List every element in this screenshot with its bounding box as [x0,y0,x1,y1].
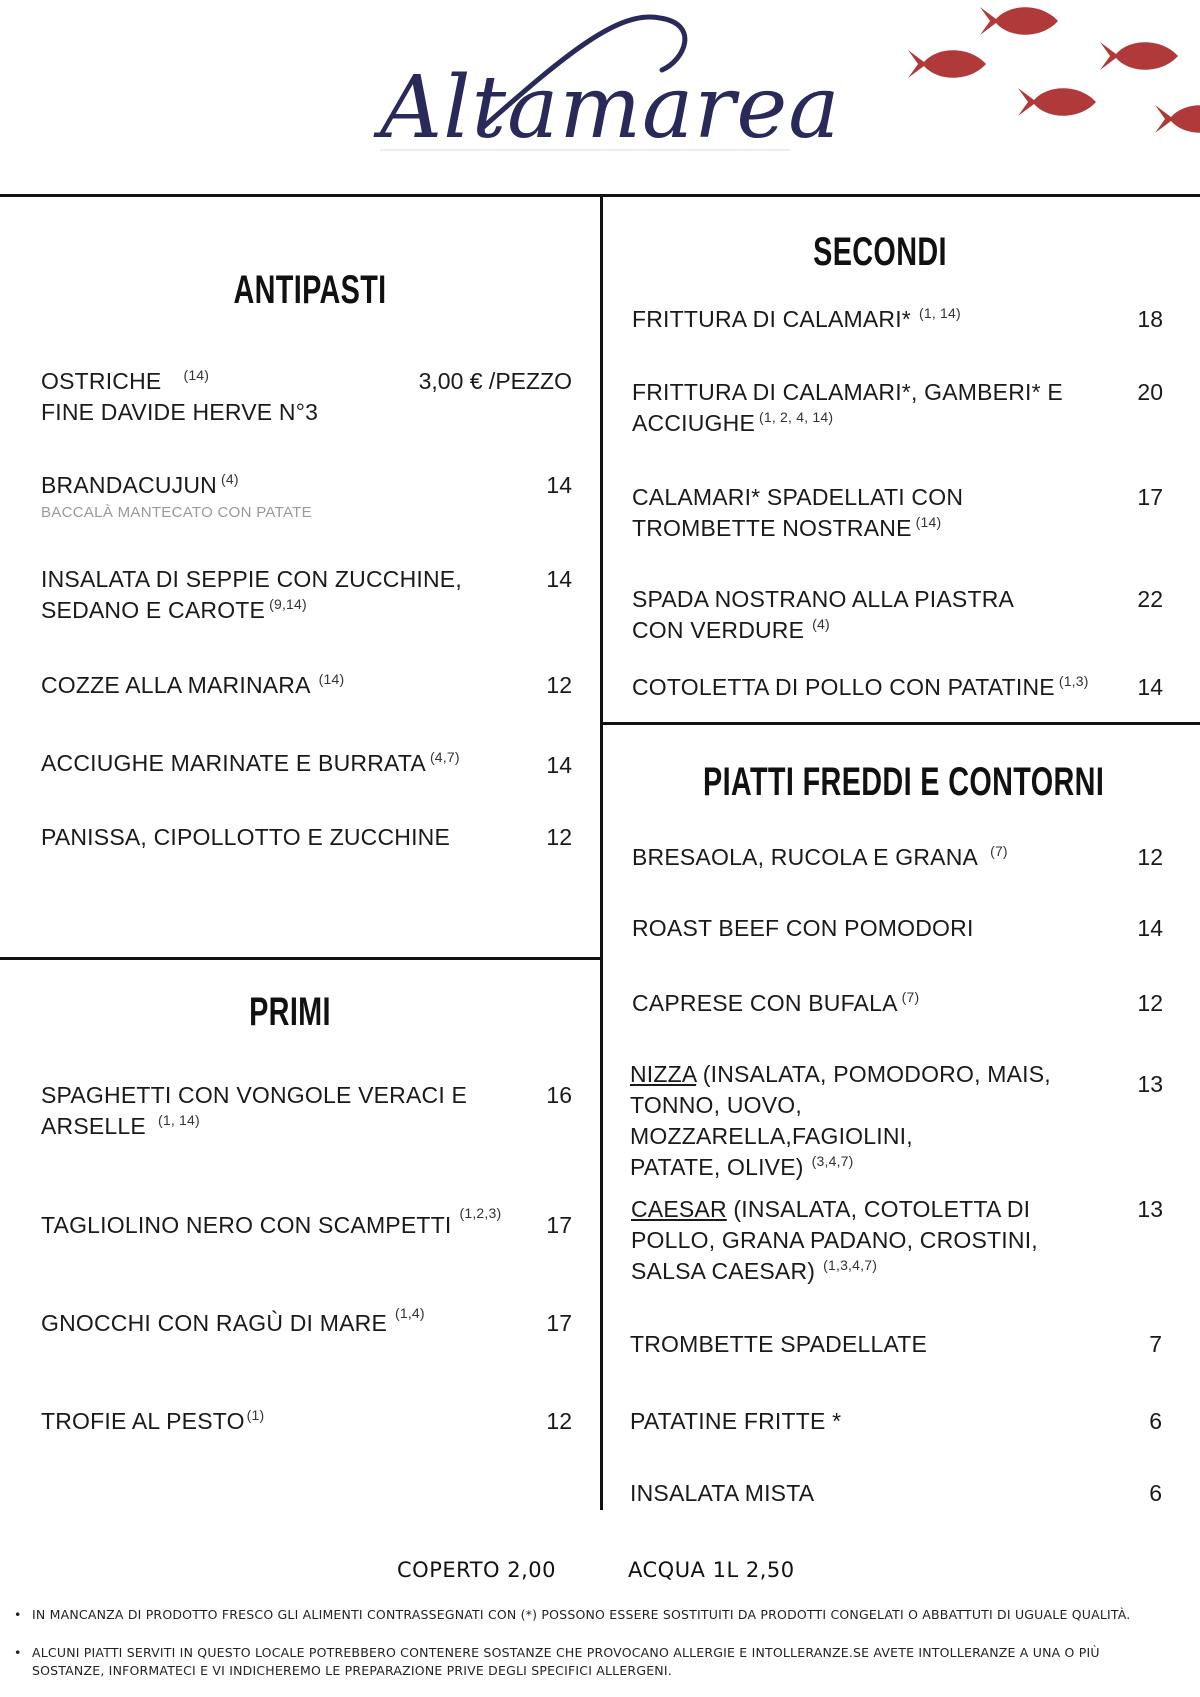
fish-icon [1100,40,1180,72]
item-name: TROFIE AL PESTO [41,1408,245,1434]
item-name: CAPRESE CON BUFALA [632,990,898,1016]
note-frozen-products [14,1606,1174,1624]
item-name-line3: SALSA CAESAR) [631,1258,816,1284]
item-name-line2: TONNO, UOVO, MOZZARELLA,FAGIOLINI, [630,1092,913,1149]
item-name: CALAMARI* SPADELLATI CON [632,484,964,510]
allergen-codes: (1,3) [1058,673,1089,690]
left-section-divider [0,957,603,960]
section-title-primi: PRIMI [249,990,331,1034]
item-name-line3: PATATE, OLIVE) [630,1154,804,1180]
item-price: 14 [546,752,572,778]
allergen-codes: (1, 14) [157,1112,200,1129]
item-price: 22 [1137,586,1163,612]
coperto-price: COPERTO 2,00 [397,1558,556,1582]
item-name: PATATINE FRITTE * [630,1408,842,1434]
restaurant-logo [370,10,841,160]
center-divider [600,194,603,1510]
item-price: 12 [546,824,572,850]
item-price: 14 [546,472,572,498]
menu-item [632,842,1092,873]
item-price: 6 [1149,1480,1162,1506]
item-name: BRANDACUJUN [41,472,217,498]
allergen-codes: (7) [901,989,920,1006]
allergen-codes: (7) [990,843,1008,860]
item-price: 17 [546,1212,572,1238]
item-price: 6 [1149,1408,1162,1434]
allergen-codes: (1,2,3) [459,1205,502,1222]
item-name: (INSALATA, POMODORO, MAIS, [696,1061,1051,1087]
item-price: 17 [546,1310,572,1336]
allergen-codes: (4) [812,616,830,633]
menu-item [41,564,501,626]
item-price: 20 [1137,379,1163,405]
item-price: 14 [1137,674,1163,700]
allergen-codes: (1, 2, 4, 14) [759,409,834,426]
item-name: GNOCCHI CON RAGÙ DI MARE [41,1310,387,1336]
item-name: FRITTURA DI CALAMARI*, GAMBERI* E [632,379,1063,405]
item-description: BACCALÀ MANTECATO CON PATATE [41,504,312,521]
bullet-icon: • [14,1645,22,1660]
allergen-codes: (9,14) [269,596,307,613]
fish-icon [908,48,988,80]
item-name: PANISSA, CIPOLLOTTO E ZUCCHINE [41,824,451,850]
allergen-codes: (14) [915,514,942,531]
item-name: INSALATA DI SEPPIE CON ZUCCHINE, [41,566,462,592]
menu-item [41,1205,521,1241]
item-price: 13 [1137,1196,1163,1222]
item-price: 3,00 € /PEZZO [418,368,572,394]
item-name: BRESAOLA, RUCOLA E GRANA [632,844,979,870]
item-name: TROMBETTE SPADELLATE [630,1331,928,1357]
right-section-divider [600,722,1200,725]
menu-item [632,482,1092,544]
item-name: SPADA NOSTRANO ALLA PIASTRA [632,586,1015,612]
item-name: OSTRICHE [41,368,162,394]
section-title-piatti-freddi: PIATTI FREDDI E CONTORNI [703,760,1105,804]
note-text-line2: SOSTANZE, INFORMATECI E VI INDICHEREMO LE PREPARAZIONE PRIVE DEGLI SPECIFICI ALLERGENI. [32,1663,672,1678]
menu-item [630,1478,1090,1509]
fish-decoration [900,0,1200,150]
item-name-line2: FINE DAVIDE HERVE N°3 [41,399,319,425]
menu-item [632,672,1112,703]
item-name-line2: SEDANO E CAROTE [41,597,266,623]
fish-icon [1155,103,1200,135]
bullet-icon: • [14,1607,22,1622]
note-text: ALCUNI PIATTI SERVITI IN QUESTO LOCALE POTREBBERO CONTENERE SOSTANZE CHE PROVOCANO ALLERGIE E INTOLLERANZE.SE AVETE INTOLLERANZE A UNA O PIÙ [32,1645,1100,1660]
item-name-line2: TROMBETTE NOSTRANE [632,515,912,541]
item-price: 7 [1149,1331,1162,1357]
menu-item [632,377,1092,439]
menu-item [631,1194,1091,1287]
item-price: 14 [546,566,572,592]
item-price: 18 [1137,306,1163,332]
menu-item [632,988,1092,1019]
note-allergens [14,1644,1174,1680]
menu-item [630,1329,1090,1360]
item-name-line2: POLLO, GRANA PADANO, CROSTINI, [631,1227,1038,1253]
logo-text: Altamarea [380,58,841,158]
item-price: 12 [546,1408,572,1434]
item-price: 13 [1137,1071,1163,1097]
allergen-codes: (1,3,4,7) [823,1257,878,1274]
item-price: 16 [546,1082,572,1108]
item-name-line2: ARSELLE [41,1113,146,1139]
allergen-codes: (4) [221,471,239,488]
allergen-codes: (1,4) [394,1305,425,1322]
menu-item [41,366,401,428]
note-text: IN MANCANZA DI PRODOTTO FRESCO GLI ALIMENTI CONTRASSEGNATI CON (*) POSSONO ESSERE SOSTITUITI DA PRODOTTI CONGELATI O ABBATTUTI DI UGUALE QUALITÀ. [32,1607,1131,1622]
menu-item [630,1406,1090,1437]
item-price: 12 [1137,844,1163,870]
allergen-codes: (14) [183,367,210,384]
menu-item [41,470,501,525]
allergen-codes: (1, 14) [918,305,961,322]
item-name: ACCIUGHE MARINATE E BURRATA [41,750,426,776]
item-name: ROAST BEEF CON POMODORI [632,915,974,941]
item-name-highlight: NIZZA [630,1061,697,1087]
item-price: 14 [1137,915,1163,941]
menu-item [41,748,501,779]
item-name: INSALATA MISTA [630,1480,815,1506]
allergen-codes: (14) [318,671,345,688]
menu-item [41,1406,501,1437]
item-name: COZZE ALLA MARINARA [41,672,311,698]
allergen-codes: (3,4,7) [811,1153,854,1170]
item-name: COTOLETTA DI POLLO CON PATATINE [632,674,1055,700]
menu-item [41,822,501,853]
item-price: 17 [1137,484,1163,510]
menu-item [41,670,501,701]
menu-item [41,1305,501,1339]
menu-item [630,1059,1090,1183]
fish-icon [1018,86,1098,118]
menu-item [632,913,1092,944]
item-name: FRITTURA DI CALAMARI* [632,306,911,332]
item-name-line2: CON VERDURE [632,617,805,643]
allergen-codes: (4,7) [429,749,460,766]
menu-item [41,1080,501,1142]
item-name: TAGLIOLINO NERO CON SCAMPETTI [41,1212,452,1238]
item-name: (INSALATA, COTOLETTA DI [726,1196,1031,1222]
allergen-codes: (1) [246,1407,265,1424]
menu-item [632,304,1092,335]
item-price: 12 [546,672,572,698]
item-name-highlight: CAESAR [631,1196,727,1222]
section-title-antipasti: ANTIPASTI [233,268,387,312]
fish-icon [980,5,1060,37]
item-name-line2: ACCIUGHE [632,410,756,436]
item-name: SPAGHETTI CON VONGOLE VERACI E [41,1082,468,1108]
menu-item [632,584,1092,646]
item-price: 12 [1137,990,1163,1016]
acqua-price: ACQUA 1L 2,50 [628,1558,795,1582]
section-title-secondi: SECONDI [813,230,947,274]
